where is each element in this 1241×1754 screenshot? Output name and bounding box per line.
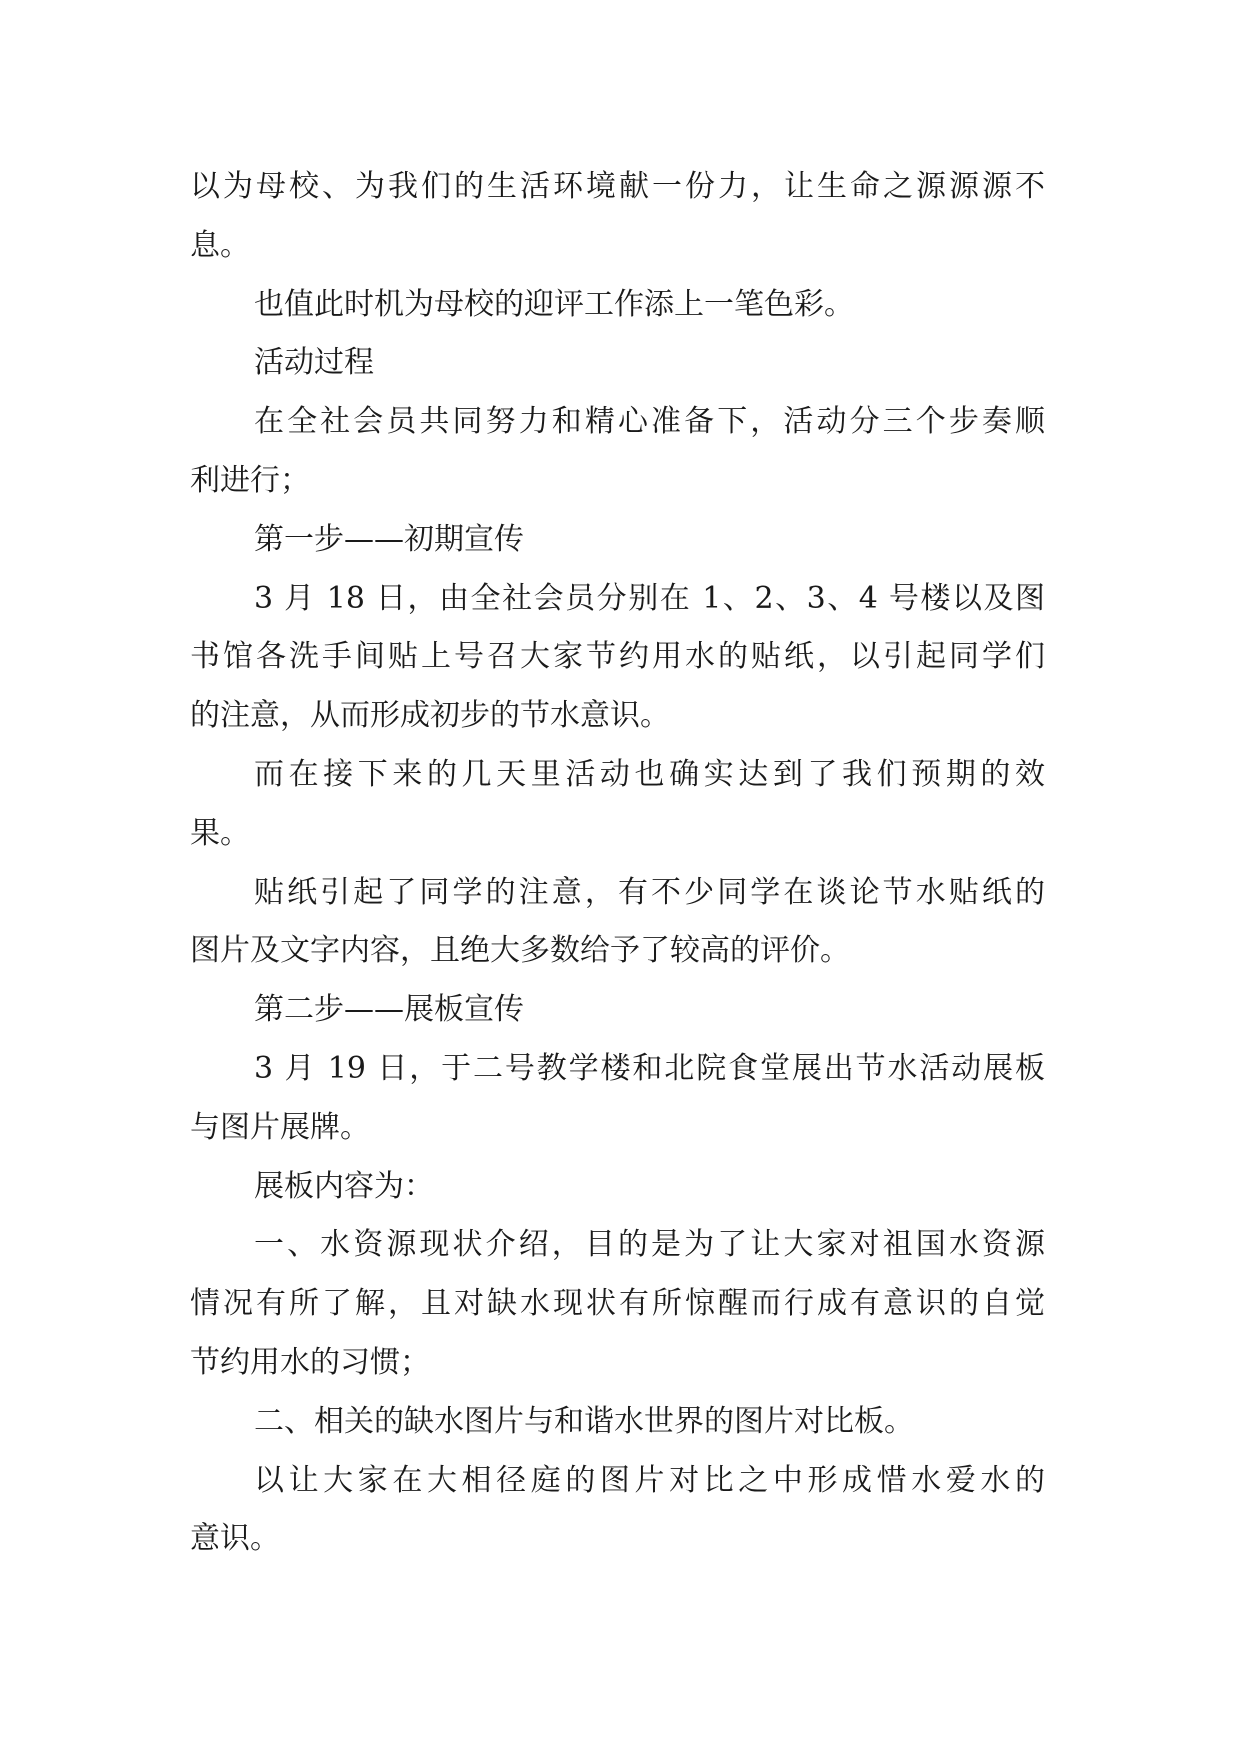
text-line: 二、相关的缺水图片与和谐水世界的图片对比板。 xyxy=(254,1403,914,1439)
text-line: 情况有所了解，且对缺水现状有所惊醒而行成有意识的自觉 xyxy=(190,1286,1045,1322)
text-line: 也值此时机为母校的迎评工作添上一笔色彩。 xyxy=(254,286,854,322)
text-line: 利进行； xyxy=(190,462,310,498)
text-line: 以为母校、为我们的生活环境献一份力，让生命之源源源不 xyxy=(190,169,1045,204)
text-line: 3 月 18 日，由全社会员分别在 1、2、3、4 号楼以及图 xyxy=(254,580,1045,616)
paragraph xyxy=(190,393,1045,511)
text-line: 与图片展牌。 xyxy=(190,1109,370,1145)
text-line: 3 月 19 日，于二号教学楼和北院食堂展出节水活动展板 xyxy=(254,1050,1045,1086)
paragraph xyxy=(190,570,1045,746)
paragraph xyxy=(190,1216,1045,1392)
text-line: 以让大家在大相径庭的图片对比之中形成惜水爱水的 xyxy=(254,1462,1045,1498)
paragraph xyxy=(190,334,1045,393)
text-line: 的注意，从而形成初步的节水意识。 xyxy=(190,698,670,734)
text-line: 第一步——初期宣传 xyxy=(254,521,524,557)
document-body xyxy=(190,158,1045,1569)
text-line: 果。 xyxy=(190,815,250,851)
text-line: 在全社会员共同努力和精心准备下，活动分三个步奏顺 xyxy=(254,404,1045,440)
paragraph xyxy=(190,1393,1045,1452)
text-line: 一、水资源现状介绍，目的是为了让大家对祖国水资源 xyxy=(254,1227,1045,1263)
paragraph xyxy=(190,158,1045,276)
text-line: 第二步——展板宣传 xyxy=(254,992,524,1028)
paragraph xyxy=(190,746,1045,864)
paragraph xyxy=(190,1040,1045,1158)
paragraph xyxy=(190,1158,1045,1217)
paragraph xyxy=(190,981,1045,1040)
paragraph xyxy=(190,276,1045,335)
paragraph xyxy=(190,1452,1045,1570)
text-line: 图片及文字内容，且绝大多数给予了较高的评价。 xyxy=(190,933,850,969)
text-line: 贴纸引起了同学的注意，有不少同学在谈论节水贴纸的 xyxy=(254,874,1045,910)
text-line: 书馆各洗手间贴上号召大家节约用水的贴纸，以引起同学们 xyxy=(190,639,1045,675)
paragraph xyxy=(190,511,1045,570)
text-line: 而在接下来的几天里活动也确实达到了我们预期的效 xyxy=(254,756,1045,792)
text-line: 意识。 xyxy=(190,1521,280,1557)
text-line: 节约用水的习惯； xyxy=(190,1344,430,1380)
text-line: 活动过程 xyxy=(254,345,374,381)
text-line: 息。 xyxy=(190,227,250,263)
paragraph xyxy=(190,864,1045,982)
text-line: 展板内容为： xyxy=(254,1168,434,1204)
